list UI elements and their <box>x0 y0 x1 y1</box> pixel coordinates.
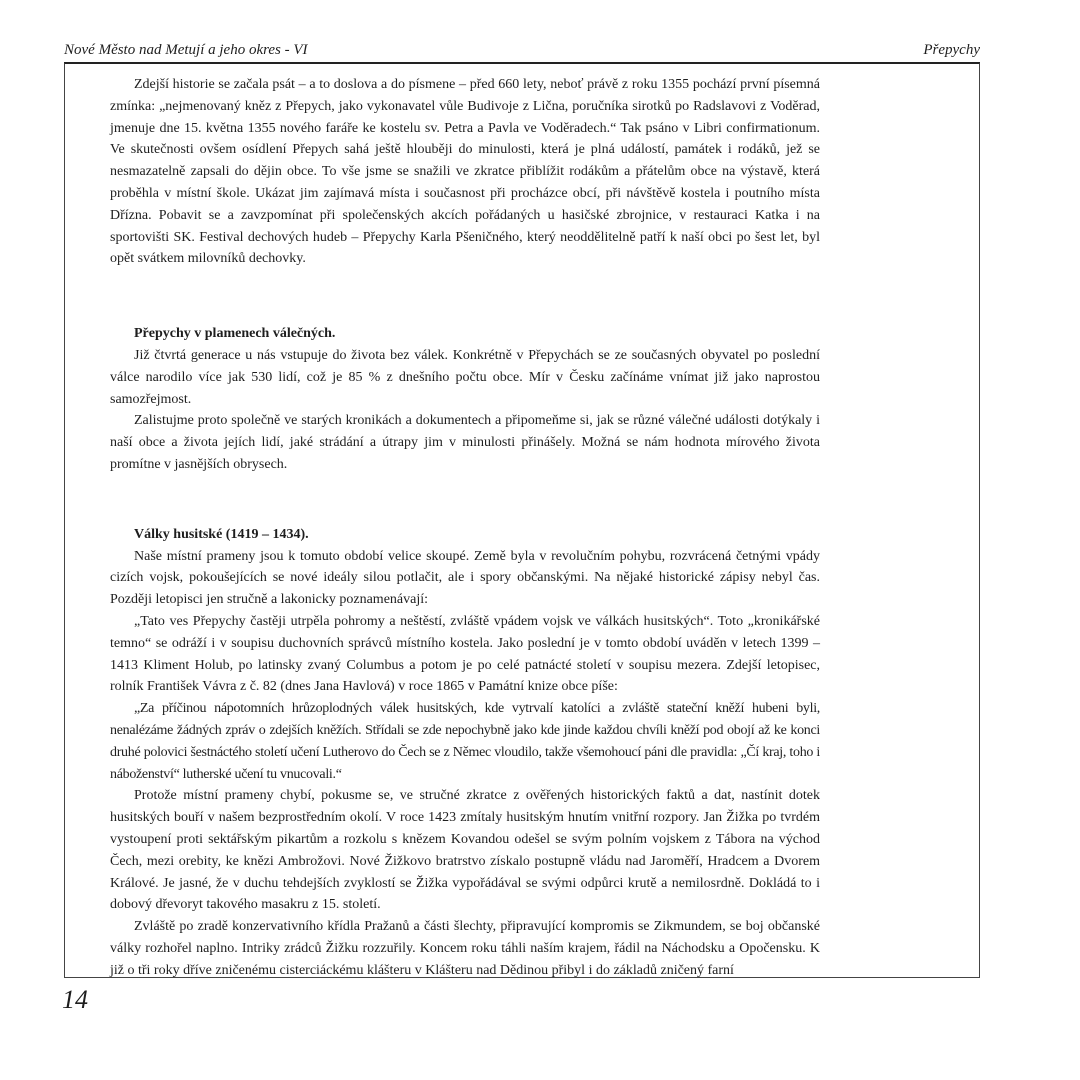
paragraph: Protože místní prameny chybí, pokusme se, ve stručné zkratce z ověřených historických faktů a dat, nastínit dotek husitských bouří v našem bezprostředním okolí. V roce 1423 zmítaly husitským hnutím vnitřní rozpory. Jan Žižka po tvrdém vystoupení proti sektářským pikartům a rozkolu s knězem Kovandou odešel se svým polním vojskem z Tábora na východ Čech, mezi orebity, ke knězi Ambrožovi. Nové Žižkovo bratrstvo získalo postupně vládu nad Jaroměří, Hradcem a Dvorem Králové. Je jasné, že v duchu tehdejších zvyklostí se Žižka vypořádával se svými odpůrci krutě a nemilosrdně. Dokládá to i dobový dřevoryt takového masakru z 15. století. <box>110 788 820 913</box>
section-heading-war-text: Přepychy v plamenech válečných. <box>134 326 336 342</box>
text-frame <box>64 63 980 978</box>
quote-paragraph: „Za příčinou nápotomních hrůzoplodných válek husitských, kde vytrvalí katolíci a zvláště stateční kněží hubeni byli, nenalézáme žádných zpráv o zdejších kněžích. Střídali se zde nepochybně jako kde jinde každou chvíli kněží pod obojí až ke konci druhé polovici šestnáctého století učení Lutherovo do Čech se z Němec vloudilo, takže všemohoucí páni dle pravidla: „Čí kraj, toho i náboženství“ lutherské učení tu vnucovali.“ <box>110 701 820 782</box>
page-number: 14 <box>62 985 88 1014</box>
intro-paragraph: Zdejší historie se začala psát – a to doslova a do písmene – před 660 lety, neboť právě z roku 1355 pochází první písemná zmínka: „nejmenovaný kněz z Přepych, jako vykonavatel vůle Budivoje z Lična, poručníka sirotků po Radslavovi z Voděrad, jmenuje dne 15. května 1355 nového faráře ke kostelu sv. Petra a Pavla ve Voděradech.“ Tak psáno v Libri confirmationum. Ve skutečnosti ovšem osídlení Přepych sahá ještě hlouběji do minulosti, která je plná událostí, památek i rodáků, jež se nesmazatelně zapsali do dějin obce. To vše jsme se snažili ve zkratce přiblížit rodákům a přátelům obce na výstavě, která proběhla v místní škole. Ukázat jim zajímavá místa i současnost při procházce obcí, při návštěvě kostela i poutního místa Dřízna. Pobavit se a zavzpomínat při společenských akcích pořádaných u hasičské zbrojnice, v restauraci Katka i na sportovišti SK. Festival dechových hudeb – Přepychy Karla Pšeničného, který neoddělitelně patří k naší obci po šest let, byl opět svátkem milovníků dechovky. <box>110 77 820 267</box>
paragraph: Již čtvrtá generace u nás vstupuje do života bez válek. Konkrétně v Přepychách se ze současných obyvatel po poslední válce narodilo více jak 530 lidí, což je 85 % z dnešního počtu obce. Mír v Česku začínáme vnímat již jako naprostou samozřejmost. <box>110 347 820 407</box>
paragraph: „Tato ves Přepychy častěji utrpěla pohromy a neštěstí, zvláště vpádem vojsk ve válkách husitských“. Toto „kronikářské temno“ se odráží i v soupisu duchovních správců místního kostela. Jako poslední je v tomto období uváděn v letech 1399 – 1413 Kliment Holub, po latinsky zvaný Columbus a potom je po celé patnácté století v soupisu mezera. Zdejší letopisec, rolník František Vávra z č. 82 (dnes Jana Havlová) v roce 1865 v Památní knize obce píše: <box>110 613 820 695</box>
section-heading-hussite-text: Války husitské (1419 – 1434). <box>134 526 309 542</box>
paragraph: Zalistujme proto společně ve starých kronikách a dokumentech a připomeňme si, jak se různé válečné události dotýkaly i naší obce a života jejích lidí, jaké strádání a útrapy jim v minulosti přinášely. Možná se nám hodnota mírového života promítne v jasnějších obrysech. <box>110 413 820 472</box>
book-title: Nové Město nad Metují a jeho okres - VI <box>64 42 308 58</box>
section-heading-hussite <box>110 524 820 546</box>
paragraph: Zvláště po zradě konzervativního křídla Pražanů a části šlechty, připravující kompromis se Zikmundem, se boj občanské války rozhořel naplno. Intriky zrádců Žižku rozzuřily. Koncem roku táhli naším krajem, řádil na Náchodsku a Opočensku. K již o tři roky dříve zničenému cisterciáckému klášteru v Klášteru nad Dědinou přibyl i do základů zničený farní <box>110 919 820 978</box>
section-spacer <box>110 476 820 524</box>
chapter-title: Přepychy <box>923 42 980 58</box>
section-heading-war <box>110 323 820 345</box>
text-body <box>110 74 820 981</box>
running-header <box>64 40 980 60</box>
section-spacer <box>110 270 820 323</box>
paragraph: Naše místní prameny jsou k tomuto období velice skoupé. Země byla v revolučním pohybu, rozvrácená četnými vpády cizích vojsk, pokoušejících se nové ideály silou potlačit, ale i spory občanskými. Na nějaké historické zápisy nebyl čas. Později letopisci jen stručně a lakonicky poznamenávají: <box>110 548 820 608</box>
